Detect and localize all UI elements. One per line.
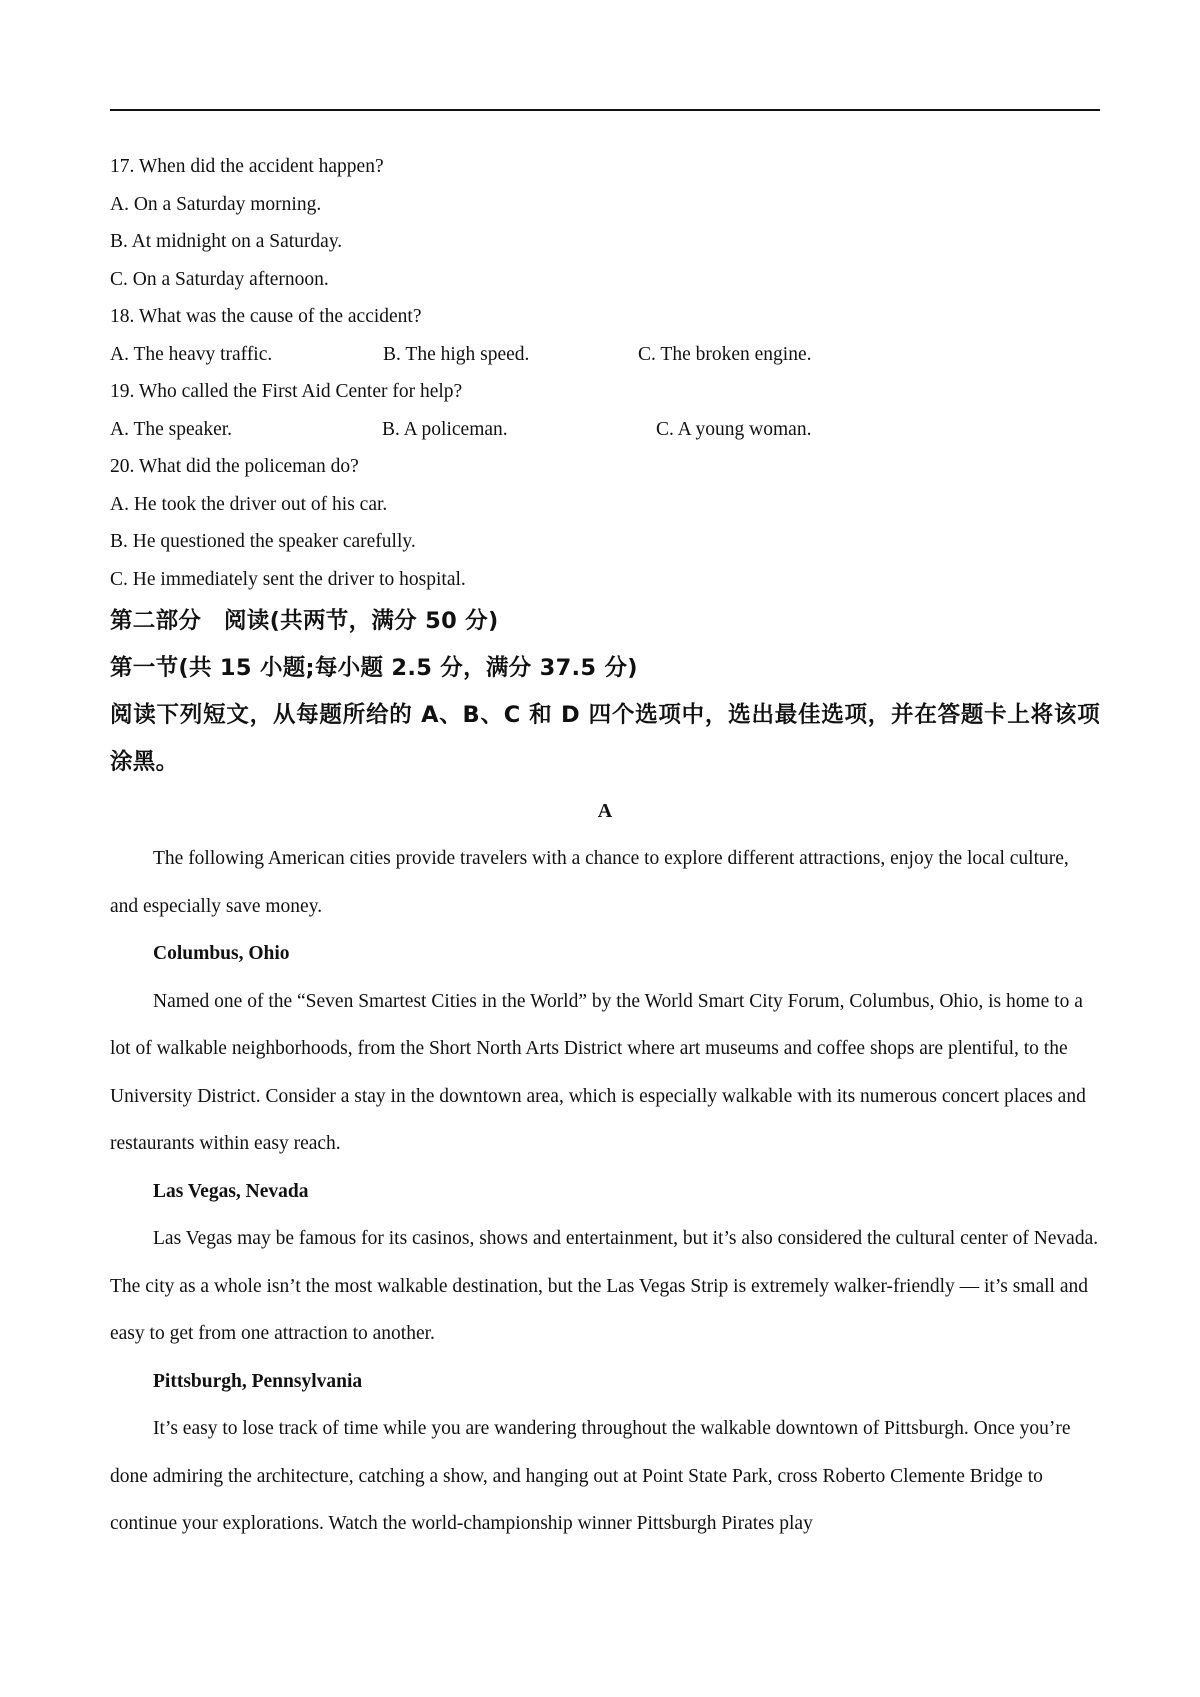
question-17: 17. When did the accident happen? bbox=[110, 156, 384, 177]
q19-option-a: A. The speaker. bbox=[110, 418, 233, 440]
q20-option-b: B. He questioned the speaker carefully. bbox=[110, 531, 416, 552]
q19-option-b: B. A policeman. bbox=[382, 418, 508, 440]
header-rule bbox=[110, 109, 1100, 111]
city-paragraph-las-vegas: Las Vegas may be famous for its casinos, shows and entertainment, but it’s also considered the cultural center of Nevada. The city as a whole isn’t the most walkable destination, but the Las Vegas Strip is extremely walker-friendly — it’s small and easy to get from one attraction to another. bbox=[110, 1228, 1099, 1344]
city-heading-columbus: Columbus, Ohio bbox=[153, 943, 290, 964]
city-paragraph-pittsburgh: It’s easy to lose track of time while you are wandering throughout the walkable downtown of Pittsburgh. Once you’re done admiring the architecture, catching a show, and hanging out at Point State Park, cross Roberto Clemente Bridge to continue your explorations. Watch the world-championship winner Pittsburgh Pirates play bbox=[110, 1418, 1071, 1534]
q19-option-c: C. A young woman. bbox=[656, 418, 812, 440]
city-heading-pittsburgh: Pittsburgh, Pennsylvania bbox=[153, 1370, 363, 1392]
q20-option-a: A. He took the driver out of his car. bbox=[110, 493, 388, 515]
city-heading-las-vegas: Las Vegas, Nevada bbox=[153, 1180, 309, 1202]
q17-option-c: C. On a Saturday afternoon. bbox=[110, 268, 329, 290]
q18-option-a: A. The heavy traffic. bbox=[110, 343, 273, 365]
q17-option-b: B. At midnight on a Saturday. bbox=[110, 231, 343, 252]
reading-instructions: 阅读下列短文，从每题所给的 A、B、C 和 D 四个选项中，选出最佳选项，并在答题卡上将该项涂黑。 bbox=[110, 702, 1100, 775]
q20-option-c: C. He immediately sent the driver to hospital. bbox=[110, 568, 466, 590]
question-18: 18. What was the cause of the accident? bbox=[110, 306, 422, 327]
section-title: 第一节(共 15 小题;每小题 2.5 分，满分 37.5 分) bbox=[110, 655, 638, 681]
passage-label: A bbox=[597, 800, 613, 822]
q19-options bbox=[110, 411, 1100, 449]
question-19: 19. Who called the First Aid Center for help? bbox=[110, 381, 463, 402]
city-paragraph-columbus: Named one of the “Seven Smartest Cities in the World” by the World Smart City Forum, Columbus, Ohio, is home to a lot of walkable neighborhoods, from the Short North Arts District where art museums and coffee shops are plentiful, to the University District. Consider a stay in the downtown area, which is especially walkable with its numerous concert places and restaurants within easy reach. bbox=[110, 990, 1086, 1154]
q18-option-c: C. The broken engine. bbox=[638, 343, 812, 365]
q17-option-a: A. On a Saturday morning. bbox=[110, 193, 322, 215]
q18-option-b: B. The high speed. bbox=[383, 343, 530, 365]
exam-page bbox=[110, 148, 1100, 1548]
passage-intro: The following American cities provide travelers with a chance to explore different attractions, enjoy the local culture, and especially save money. bbox=[110, 848, 1069, 917]
question-20: 20. What did the policeman do? bbox=[110, 456, 359, 477]
part-title: 第二部分 阅读(共两节，满分 50 分) bbox=[110, 608, 499, 634]
q18-options bbox=[110, 336, 1100, 374]
